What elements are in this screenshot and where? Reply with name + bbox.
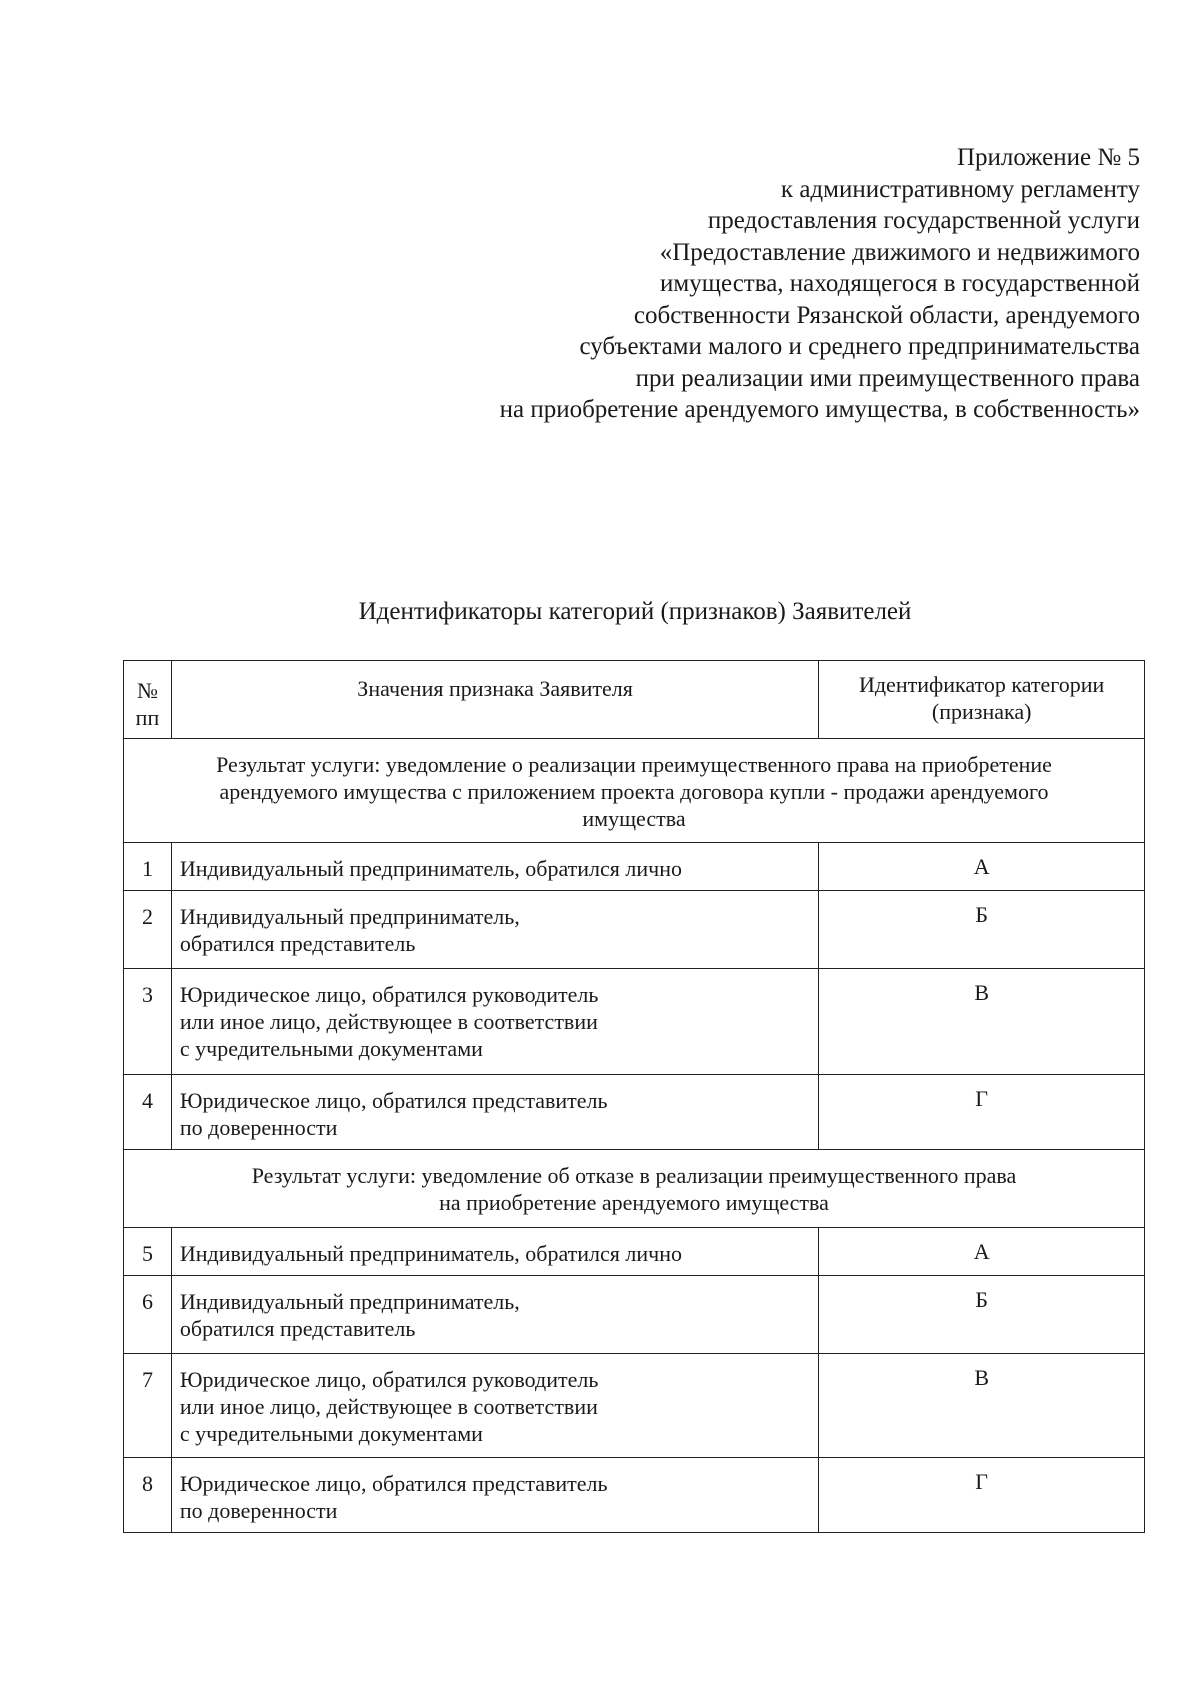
row-value — [171, 1228, 818, 1276]
table-row — [124, 1354, 1145, 1458]
row-value-line: с учредительными документами — [179, 1036, 483, 1061]
header-id-line: (признака) — [931, 699, 1032, 724]
row-id: Б — [819, 1276, 1145, 1354]
table-row — [124, 969, 1145, 1075]
row-value-line: обратился представитель — [179, 1316, 416, 1341]
row-value — [171, 1276, 818, 1354]
section-heading-line: арендуемого имущества с приложением проекта договора купли - продажи арендуемого — [219, 779, 1049, 804]
document-title: Идентификаторы категорий (признаков) Заявителей — [358, 598, 912, 625]
row-id: Б — [819, 891, 1145, 969]
categories-table — [123, 660, 1145, 1533]
row-value-line: Индивидуальный предприниматель, — [179, 904, 520, 929]
appendix-line: субъектами малого и среднего предпринимательства — [579, 333, 1140, 360]
appendix-line: имущества, находящегося в государственной — [660, 270, 1140, 297]
appendix-line: «Предоставление движимого и недвижимого — [659, 238, 1140, 266]
row-value-line: Индивидуальный предприниматель, обратился лично — [179, 856, 683, 881]
row-value — [171, 969, 818, 1075]
table-row — [124, 843, 1145, 891]
row-id: Г — [819, 1458, 1145, 1533]
row-number: 5 — [124, 1228, 172, 1276]
row-number: 2 — [124, 891, 172, 969]
table-row — [124, 1075, 1145, 1150]
header-num-line: № — [136, 678, 158, 703]
row-value-line: Юридическое лицо, обратился руководитель — [179, 982, 599, 1007]
header-value — [171, 661, 818, 739]
row-value-line: по доверенности — [179, 1498, 338, 1523]
row-value-line: с учредительными документами — [179, 1421, 483, 1446]
appendix-line: предоставления государственной услуги — [707, 207, 1140, 234]
row-value-line: обратился представитель — [179, 931, 416, 956]
section-row — [124, 739, 1145, 843]
section-heading-line: имущества — [582, 806, 686, 831]
appendix-line: на приобретение арендуемого имущества, в собственность» — [499, 396, 1140, 423]
row-value — [171, 891, 818, 969]
appendix-block — [380, 142, 1140, 426]
appendix-line: к административному регламенту — [780, 175, 1140, 203]
header-num-line: пп — [135, 705, 160, 730]
header-num — [124, 661, 172, 739]
table-row — [124, 891, 1145, 969]
section-heading-line: Результат услуги: уведомление о реализации преимущественного права на приобретение — [216, 752, 1052, 777]
row-value-line: по доверенности — [179, 1115, 338, 1140]
header-id — [819, 661, 1145, 739]
row-value-line: или иное лицо, действующее в соответствии — [179, 1009, 598, 1034]
row-value-line: Индивидуальный предприниматель, обратился лично — [179, 1241, 683, 1266]
section-row — [124, 1150, 1145, 1228]
row-id: В — [819, 969, 1145, 1075]
row-id: В — [819, 1354, 1145, 1458]
row-number: 3 — [124, 969, 172, 1075]
appendix-line: собственности Рязанской области, арендуемого — [633, 301, 1140, 329]
row-number: 7 — [124, 1354, 172, 1458]
row-value — [171, 1075, 818, 1150]
row-value-line: Юридическое лицо, обратился руководитель — [179, 1367, 599, 1392]
row-value — [171, 843, 818, 891]
row-number: 4 — [124, 1075, 172, 1150]
appendix-line: при реализации ими преимущественного права — [635, 364, 1140, 392]
row-number: 1 — [124, 843, 172, 891]
table-row — [124, 1458, 1145, 1533]
header-value-text: Значения признака Заявителя — [357, 676, 633, 701]
row-value-line: Юридическое лицо, обратился представитель — [179, 1471, 608, 1496]
table-row — [124, 1228, 1145, 1276]
row-number: 8 — [124, 1458, 172, 1533]
row-value-line: Индивидуальный предприниматель, — [179, 1289, 520, 1314]
row-number: 6 — [124, 1276, 172, 1354]
row-id: Г — [819, 1075, 1145, 1150]
table-header-row — [124, 661, 1145, 739]
row-id: А — [819, 843, 1145, 891]
appendix-line: Приложение № 5 — [956, 144, 1140, 171]
section-heading-line: Результат услуги: уведомление об отказе в реализации преимущественного права — [251, 1163, 1017, 1188]
section-heading-line: на приобретение арендуемого имущества — [439, 1190, 829, 1215]
section-heading — [124, 739, 1145, 843]
row-value — [171, 1354, 818, 1458]
header-id-line: Идентификатор категории — [858, 672, 1105, 697]
row-value-line: или иное лицо, действующее в соответствии — [179, 1394, 598, 1419]
row-value — [171, 1458, 818, 1533]
row-id: А — [819, 1228, 1145, 1276]
section-heading — [124, 1150, 1145, 1228]
row-value-line: Юридическое лицо, обратился представитель — [179, 1088, 608, 1113]
table-row — [124, 1276, 1145, 1354]
